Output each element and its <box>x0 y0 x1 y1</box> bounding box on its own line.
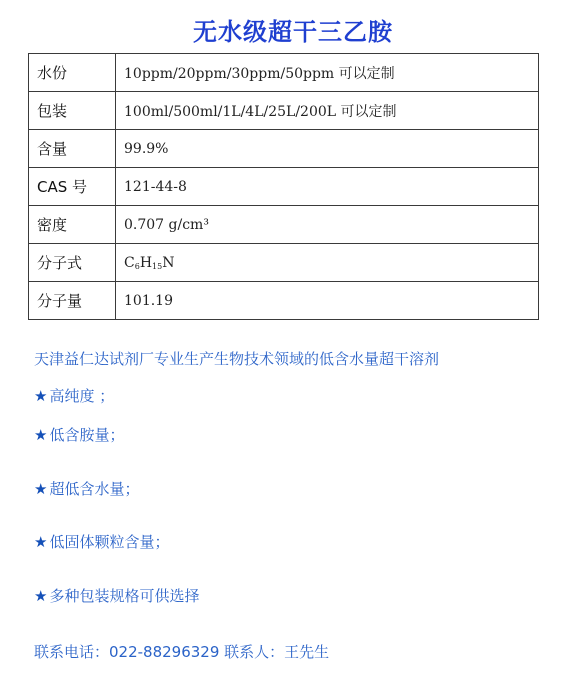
formula-h-count: 15 <box>152 261 163 271</box>
feature-item <box>34 531 169 552</box>
spec-value-formula <box>116 244 539 282</box>
table-row <box>29 168 539 206</box>
table-row <box>29 130 539 168</box>
table-row <box>29 244 539 282</box>
page-title: 无水级超干三乙胺 <box>193 17 393 46</box>
feature-text: 多种包装规格可供选择 <box>49 587 200 605</box>
table-row <box>29 282 539 320</box>
star-icon: ★ <box>34 387 48 405</box>
feature-item <box>34 385 114 406</box>
spec-value-packaging: 100ml/500ml/1L/4L/25L/200L 可以定制 <box>116 92 539 130</box>
feature-text: 低固体颗粒含量； <box>49 533 170 551</box>
spec-label-packaging: 包装 <box>29 92 116 130</box>
formula-h: H <box>139 254 153 271</box>
spec-value-cas: 121-44-8 <box>116 168 539 206</box>
table-row <box>29 54 539 92</box>
intro-text: 天津益仁达试剂厂专业生产生物技术领域的低含水量超干溶剂 <box>34 350 440 368</box>
spec-value-moisture: 10ppm/20ppm/30ppm/50ppm 可以定制 <box>116 54 539 92</box>
contact-info: 联系电话：022-88296329 联系人：王先生 <box>34 643 330 661</box>
spec-value-purity: 99.9% <box>116 130 539 168</box>
feature-item <box>34 424 124 445</box>
spec-value-density: 0.707 g/cm³ <box>116 206 539 244</box>
feature-item <box>34 478 139 499</box>
spec-label-cas: CAS 号 <box>29 168 116 206</box>
spec-label-molecular-weight: 分子量 <box>29 282 116 320</box>
spec-value-molecular-weight: 101.19 <box>116 282 539 320</box>
spec-label-purity: 含量 <box>29 130 116 168</box>
table-row <box>29 92 539 130</box>
formula-n: N <box>162 254 175 271</box>
feature-text: 超低含水量； <box>49 480 140 498</box>
formula-c-count: 6 <box>134 261 140 271</box>
feature-text: 高纯度 ； <box>49 387 115 405</box>
star-icon: ★ <box>34 533 48 551</box>
star-icon: ★ <box>34 426 48 444</box>
feature-text: 低含胺量； <box>49 426 125 444</box>
star-icon: ★ <box>34 480 48 498</box>
star-icon: ★ <box>34 587 48 605</box>
spec-table <box>28 53 539 320</box>
spec-label-formula: 分子式 <box>29 244 116 282</box>
formula-c: C <box>124 254 135 271</box>
spec-label-moisture: 水份 <box>29 54 116 92</box>
spec-label-density: 密度 <box>29 206 116 244</box>
feature-item <box>34 585 199 606</box>
table-row <box>29 206 539 244</box>
